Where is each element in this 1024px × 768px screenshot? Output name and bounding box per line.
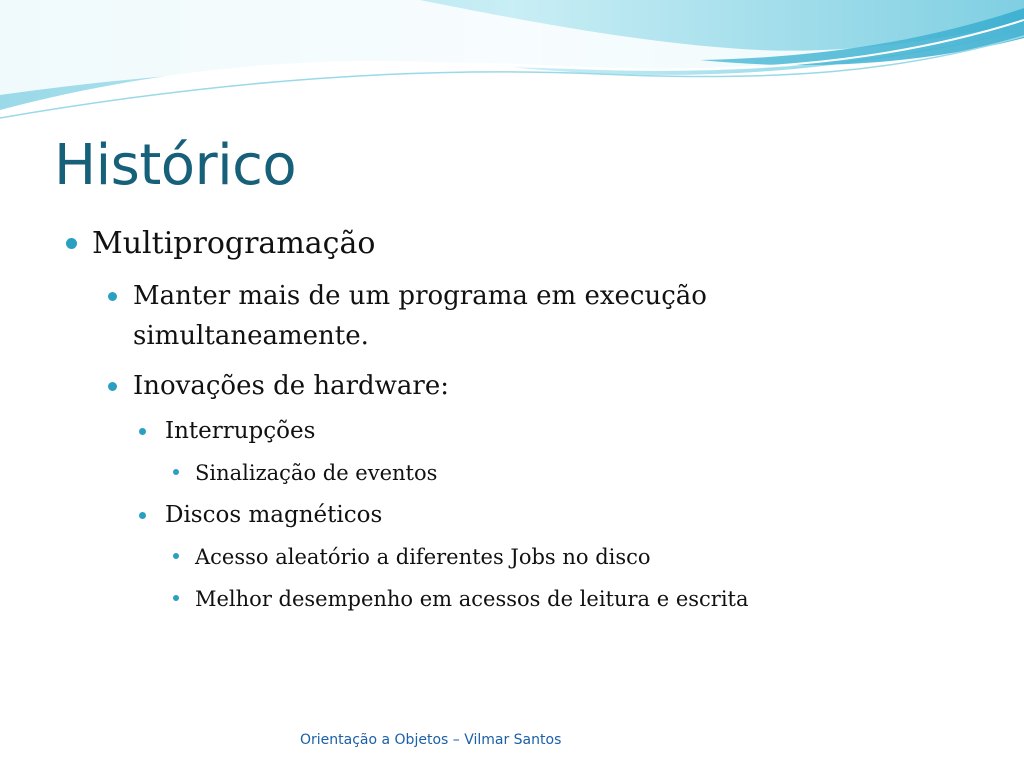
bullet-level4: Acesso aleatório a diferentes Jobs no disco [195, 545, 651, 569]
bullet-level1: Multiprogramação [92, 226, 376, 261]
bullet-level2: Manter mais de um programa em execução [133, 281, 707, 311]
bullet-dot-icon [173, 595, 179, 601]
bullet-level2-continuation: simultaneamente. [133, 321, 369, 351]
bullet-dot-icon [66, 238, 77, 249]
bullet-level2: Inovações de hardware: [133, 371, 450, 401]
bullet-dot-icon [108, 382, 117, 391]
bullet-dot-icon [173, 469, 179, 475]
bullet-dot-icon [108, 292, 117, 301]
bullet-level3: Interrupções [165, 418, 316, 444]
bullet-level3: Discos magnéticos [165, 502, 383, 528]
bullet-level4: Melhor desempenho em acessos de leitura e escrita [195, 587, 749, 611]
slide-footer: Orientação a Objetos – Vilmar Santos [300, 732, 562, 748]
header-wave-decoration [0, 0, 1024, 130]
bullet-level4: Sinalização de eventos [195, 461, 438, 485]
bullet-dot-icon [173, 553, 179, 559]
bullet-dot-icon [139, 512, 146, 519]
bullet-dot-icon [139, 428, 146, 435]
slide-title: Histórico [54, 133, 297, 198]
